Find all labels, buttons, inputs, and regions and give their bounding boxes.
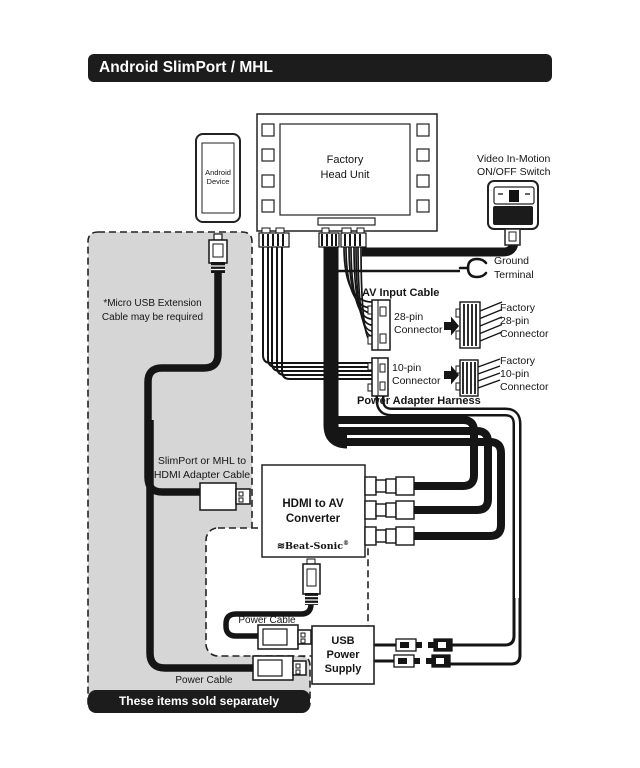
- brand-logo: ≋Beat-Sonic®: [276, 540, 350, 553]
- rca-plug-2: [376, 501, 414, 519]
- micro-usb-note: *Micro USB Extension Cable may be required: [101, 298, 204, 323]
- video-in-motion-switch: [488, 181, 538, 245]
- bullet-connectors: [394, 639, 452, 667]
- footer-bar: [88, 690, 310, 713]
- ground-terminal-icon: [460, 259, 486, 277]
- power-adapter-harness-label: Power Adapter Harness: [357, 395, 481, 407]
- factory-10pin-label: Factory 10-pin Connector: [500, 355, 549, 393]
- harness-wire-2: [450, 598, 520, 664]
- switch-cable: [362, 236, 514, 252]
- factory-10pin-connector: [456, 359, 500, 396]
- head-unit-trunk-cable: [331, 246, 347, 441]
- rca-jacks-and-plugs: [365, 477, 414, 545]
- usb-power-supply-label: USB Power Supply: [324, 635, 362, 675]
- vim-switch-label: Video In-Motion ON/OFF Switch: [477, 153, 551, 178]
- phone-micro-usb-connector: [209, 234, 227, 273]
- 28pin-label: 28-pin Connector: [394, 311, 443, 336]
- connector-28pin: [368, 300, 390, 350]
- power-adapter-harness-core: [380, 396, 517, 598]
- head-unit-label: Factory Head Unit: [320, 154, 370, 181]
- power-cable-adapter-label: Power Cable: [175, 675, 233, 686]
- rca-plug-3: [376, 527, 414, 545]
- 10pin-label: 10-pin Connector: [392, 362, 441, 387]
- title-bar: [88, 54, 552, 82]
- footer-label: These items sold separately: [118, 694, 280, 708]
- converter-label: HDMI to AV Converter: [282, 498, 344, 525]
- factory-28pin-label: Factory 28-pin Connector: [500, 302, 549, 340]
- av-input-cable-label: AV Input Cable: [362, 287, 440, 299]
- harness-wire-1: [452, 598, 514, 645]
- power-adapter-harness-cable: [380, 396, 517, 598]
- factory-28pin-connector: [456, 302, 502, 348]
- switch-toggle: [509, 190, 519, 202]
- page-title: Android SlimPort / MHL: [99, 59, 273, 76]
- android-device-label: Android Device: [205, 168, 231, 186]
- rca-plug-1: [376, 477, 414, 495]
- power-cable-converter-label: Power Cable: [238, 615, 296, 626]
- ground-terminal-label: Ground Terminal: [494, 255, 534, 281]
- converter-micro-usb-connector: [303, 559, 320, 605]
- adapter-cable-label: SlimPort or MHL to HDMI Adapter Cable: [153, 455, 251, 481]
- brand-wave-icon: ≋: [276, 541, 285, 553]
- connector-10pin: [368, 358, 388, 396]
